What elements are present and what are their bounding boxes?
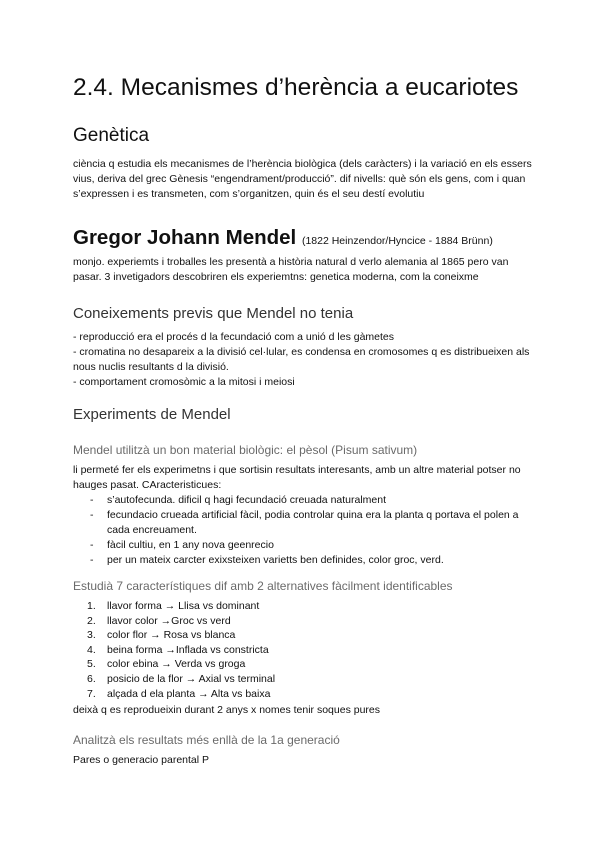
text-line: - reproducció era el procés d la fecundació com a unió d les gàmetes: [73, 331, 395, 343]
bullet-mark: -: [90, 494, 94, 506]
subheading-characteristics: Estudià 7 característiques dif amb 2 alternatives fàcilment identificables: [73, 579, 453, 593]
text-line: vius, deriva del grec Gènesis “engendrament/producció”. dif nivells: què són els gens, com i quan: [73, 173, 526, 185]
mendel-paragraph: [73, 255, 553, 285]
item-text: llavor color →Groc vs verd: [107, 614, 231, 627]
text-line: hauges pasat. CAracteristicues:: [73, 479, 222, 491]
numbered-item: [73, 687, 553, 702]
text-line: Pares o generacio parental P: [73, 754, 210, 766]
coneixements-paragraph: [73, 330, 553, 390]
characteristics-list: [73, 493, 553, 568]
text-line: s’expressen i es transmeten, com s’organitzen, quin és el seu destí evolutiu: [73, 188, 425, 200]
numbered-item: [73, 672, 553, 687]
genetica-paragraph: [73, 157, 553, 202]
heading-mendel: [73, 227, 553, 250]
list-item: [73, 493, 553, 508]
parental-text: [73, 753, 553, 768]
item-number: 3.: [87, 629, 96, 642]
text-line: - cromatina no desapareix a la divisió cel·lular, es condensa en cromosomes q es distribueixen als: [73, 346, 530, 358]
item-text: beina forma →Inflada vs constricta: [107, 643, 269, 656]
item-number: 5.: [87, 658, 96, 671]
numbered-item: [73, 643, 553, 658]
item-text: posicio de la flor → Axial vs terminal: [107, 673, 276, 685]
item-text: color flor → Rosa vs blanca: [107, 629, 236, 642]
list-item: [73, 538, 553, 553]
text-line: monjo. experiemts i troballes les presentà a història natural d verlo alemania al 1865 pero van: [73, 256, 509, 268]
list-item: [73, 508, 553, 523]
numbered-item: [73, 628, 553, 643]
item-text: alçada d ela planta → Alta vs baixa: [107, 687, 271, 700]
list-item-text: per un mateix carcter exixsteixen varietts ben definides, color groc, verd.: [107, 554, 444, 566]
list-item-text: fàcil cultiu, en 1 any nova geenrecio: [107, 539, 274, 551]
item-text: llavor forma → Llisa vs dominant: [107, 600, 260, 612]
text-line: li permeté fer els experimetns i que sortisin resultats interesants, amb un altre material potser no: [73, 464, 521, 476]
text-line: - comportament cromosòmic a la mitosi i meiosi: [73, 376, 295, 388]
item-number: 6.: [87, 673, 96, 685]
heading-genetica: Genètica: [73, 125, 150, 146]
item-number: 2.: [87, 614, 96, 627]
text-line: deixà q es reprodueixin durant 2 anys x nomes tenir soques pures: [73, 704, 381, 716]
bullet-mark: -: [90, 554, 94, 566]
numbered-list: [73, 599, 553, 702]
list-item-text: s’autofecunda. dificil q hagi fecundació creuada naturalment: [107, 494, 387, 506]
list-item-continuation: [73, 523, 553, 538]
item-number: 7.: [87, 687, 96, 700]
experiments-intro: [73, 463, 553, 493]
numbered-item: [73, 599, 553, 614]
text-line: ciència q estudia els mecanismes de l’herència biològica (dels caràcters) i la variació en els essers: [73, 158, 532, 170]
list-item-text: fecundacio crueada artificial fàcil, podia controlar quina era la planta q portava el polen a: [107, 509, 519, 521]
numbered-item: [73, 614, 553, 629]
mendel-dates: (1822 Heinzendor/Hyncice - 1884 Brünn): [301, 235, 493, 247]
item-text: color ebina → Verda vs groga: [107, 658, 246, 671]
bullet-mark: -: [90, 539, 94, 551]
numbered-item: [73, 657, 553, 672]
subheading-results: Analitzà els resultats més enllà de la 1a generació: [73, 733, 340, 747]
list-item: [73, 553, 553, 568]
after-list-text: [73, 703, 553, 718]
subheading-material: Mendel utilitzà un bon material biològic: el pèsol (Pisum sativum): [73, 443, 418, 457]
bullet-mark: -: [90, 509, 94, 521]
list-item-text: cada encreuament.: [107, 524, 197, 536]
heading-experiments: Experiments de Mendel: [73, 406, 231, 423]
heading-coneixements: Coneixements previs que Mendel no tenia: [73, 305, 354, 322]
page-title: 2.4. Mecanismes d’herència a eucariotes: [73, 74, 519, 101]
mendel-name: Gregor Johann Mendel: [73, 226, 297, 249]
item-number: 1.: [87, 600, 96, 612]
item-number: 4.: [87, 643, 96, 656]
text-line: pasar. 3 invetigadors descobriren els experiemtns: genetica moderna, com la coneixme: [73, 271, 479, 283]
text-line: nous nuclis resultants d la divisió.: [73, 361, 229, 373]
